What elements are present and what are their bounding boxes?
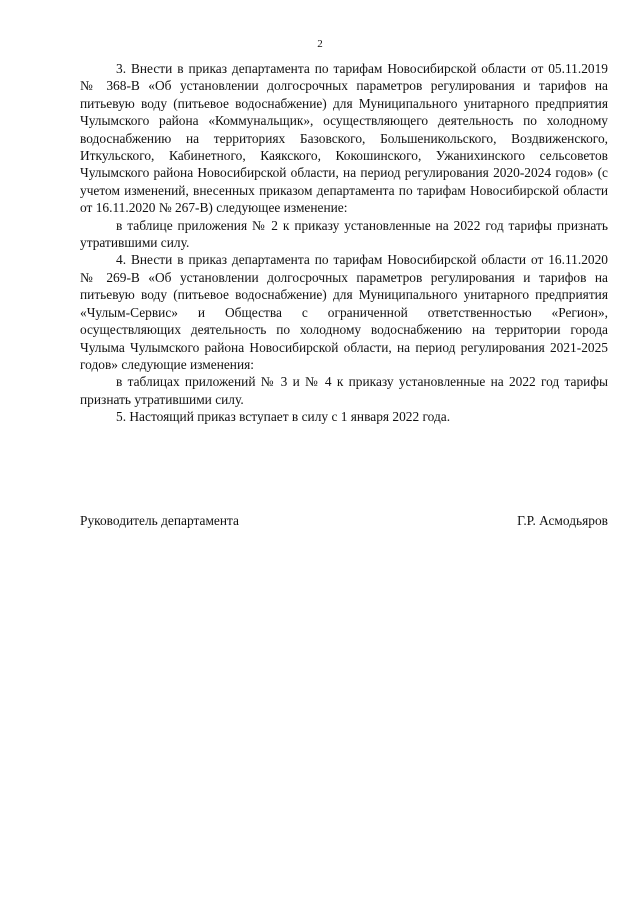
signature-block (80, 512, 608, 529)
paragraph-item-3-change: в таблице приложения № 2 к приказу установленные на 2022 год тарифы признать утратившими силу. (80, 217, 608, 251)
signatory-name: Г.Р. Асмодьяров (517, 513, 608, 528)
signatory-position: Руководитель департамента (80, 513, 239, 528)
page-number: 2 (317, 38, 323, 50)
paragraph-item-3: 3. Внести в приказ департамента по тарифам Новосибирской области от 05.11.2019 № 368-В «Об установлении долгосрочных параметров регулирования и тарифов на питьевую воду (питьевое водоснабжение) для Муниципального унитарного предприятия Чулымского района «Коммунальщик», осуществляющего деятельность по холодному водоснабжению на территориях Базовского, Большеникольского, Воздвиженского, Иткульского, Кабинетного, Каякского, Кокошинского, Ужанихинского сельсоветов Чулымского района Новосибирской области, на период регулирования 2020-2024 годов» (с учетом изменений, внесенных приказом департамента по тарифам Новосибирской области от 16.11.2020 № 267-В) следующее изменение: (80, 61, 608, 216)
paragraph-item-4: 4. Внести в приказ департамента по тарифам Новосибирской области от 16.11.2020 № 269-В «Об установлении долгосрочных параметров регулирования и тарифов на питьевую воду (питьевое водоснабжение) для Муниципального унитарного предприятия «Чулым-Сервис» и Общества с ограниченной ответственностью «Регион», осуществляющих деятельность по холодному водоснабжению на территории города Чулыма Чулымского района Новосибирской области, на период регулирования 2021-2025 годов» следующие изменения: (80, 252, 608, 372)
paragraph-item-4-change: в таблицах приложений № 3 и № 4 к приказу установленные на 2022 год тарифы признать утратившими силу. (80, 374, 608, 407)
paragraph-item-5: 5. Настоящий приказ вступает в силу с 1 января 2022 года. (116, 409, 451, 425)
document-body (80, 60, 608, 426)
